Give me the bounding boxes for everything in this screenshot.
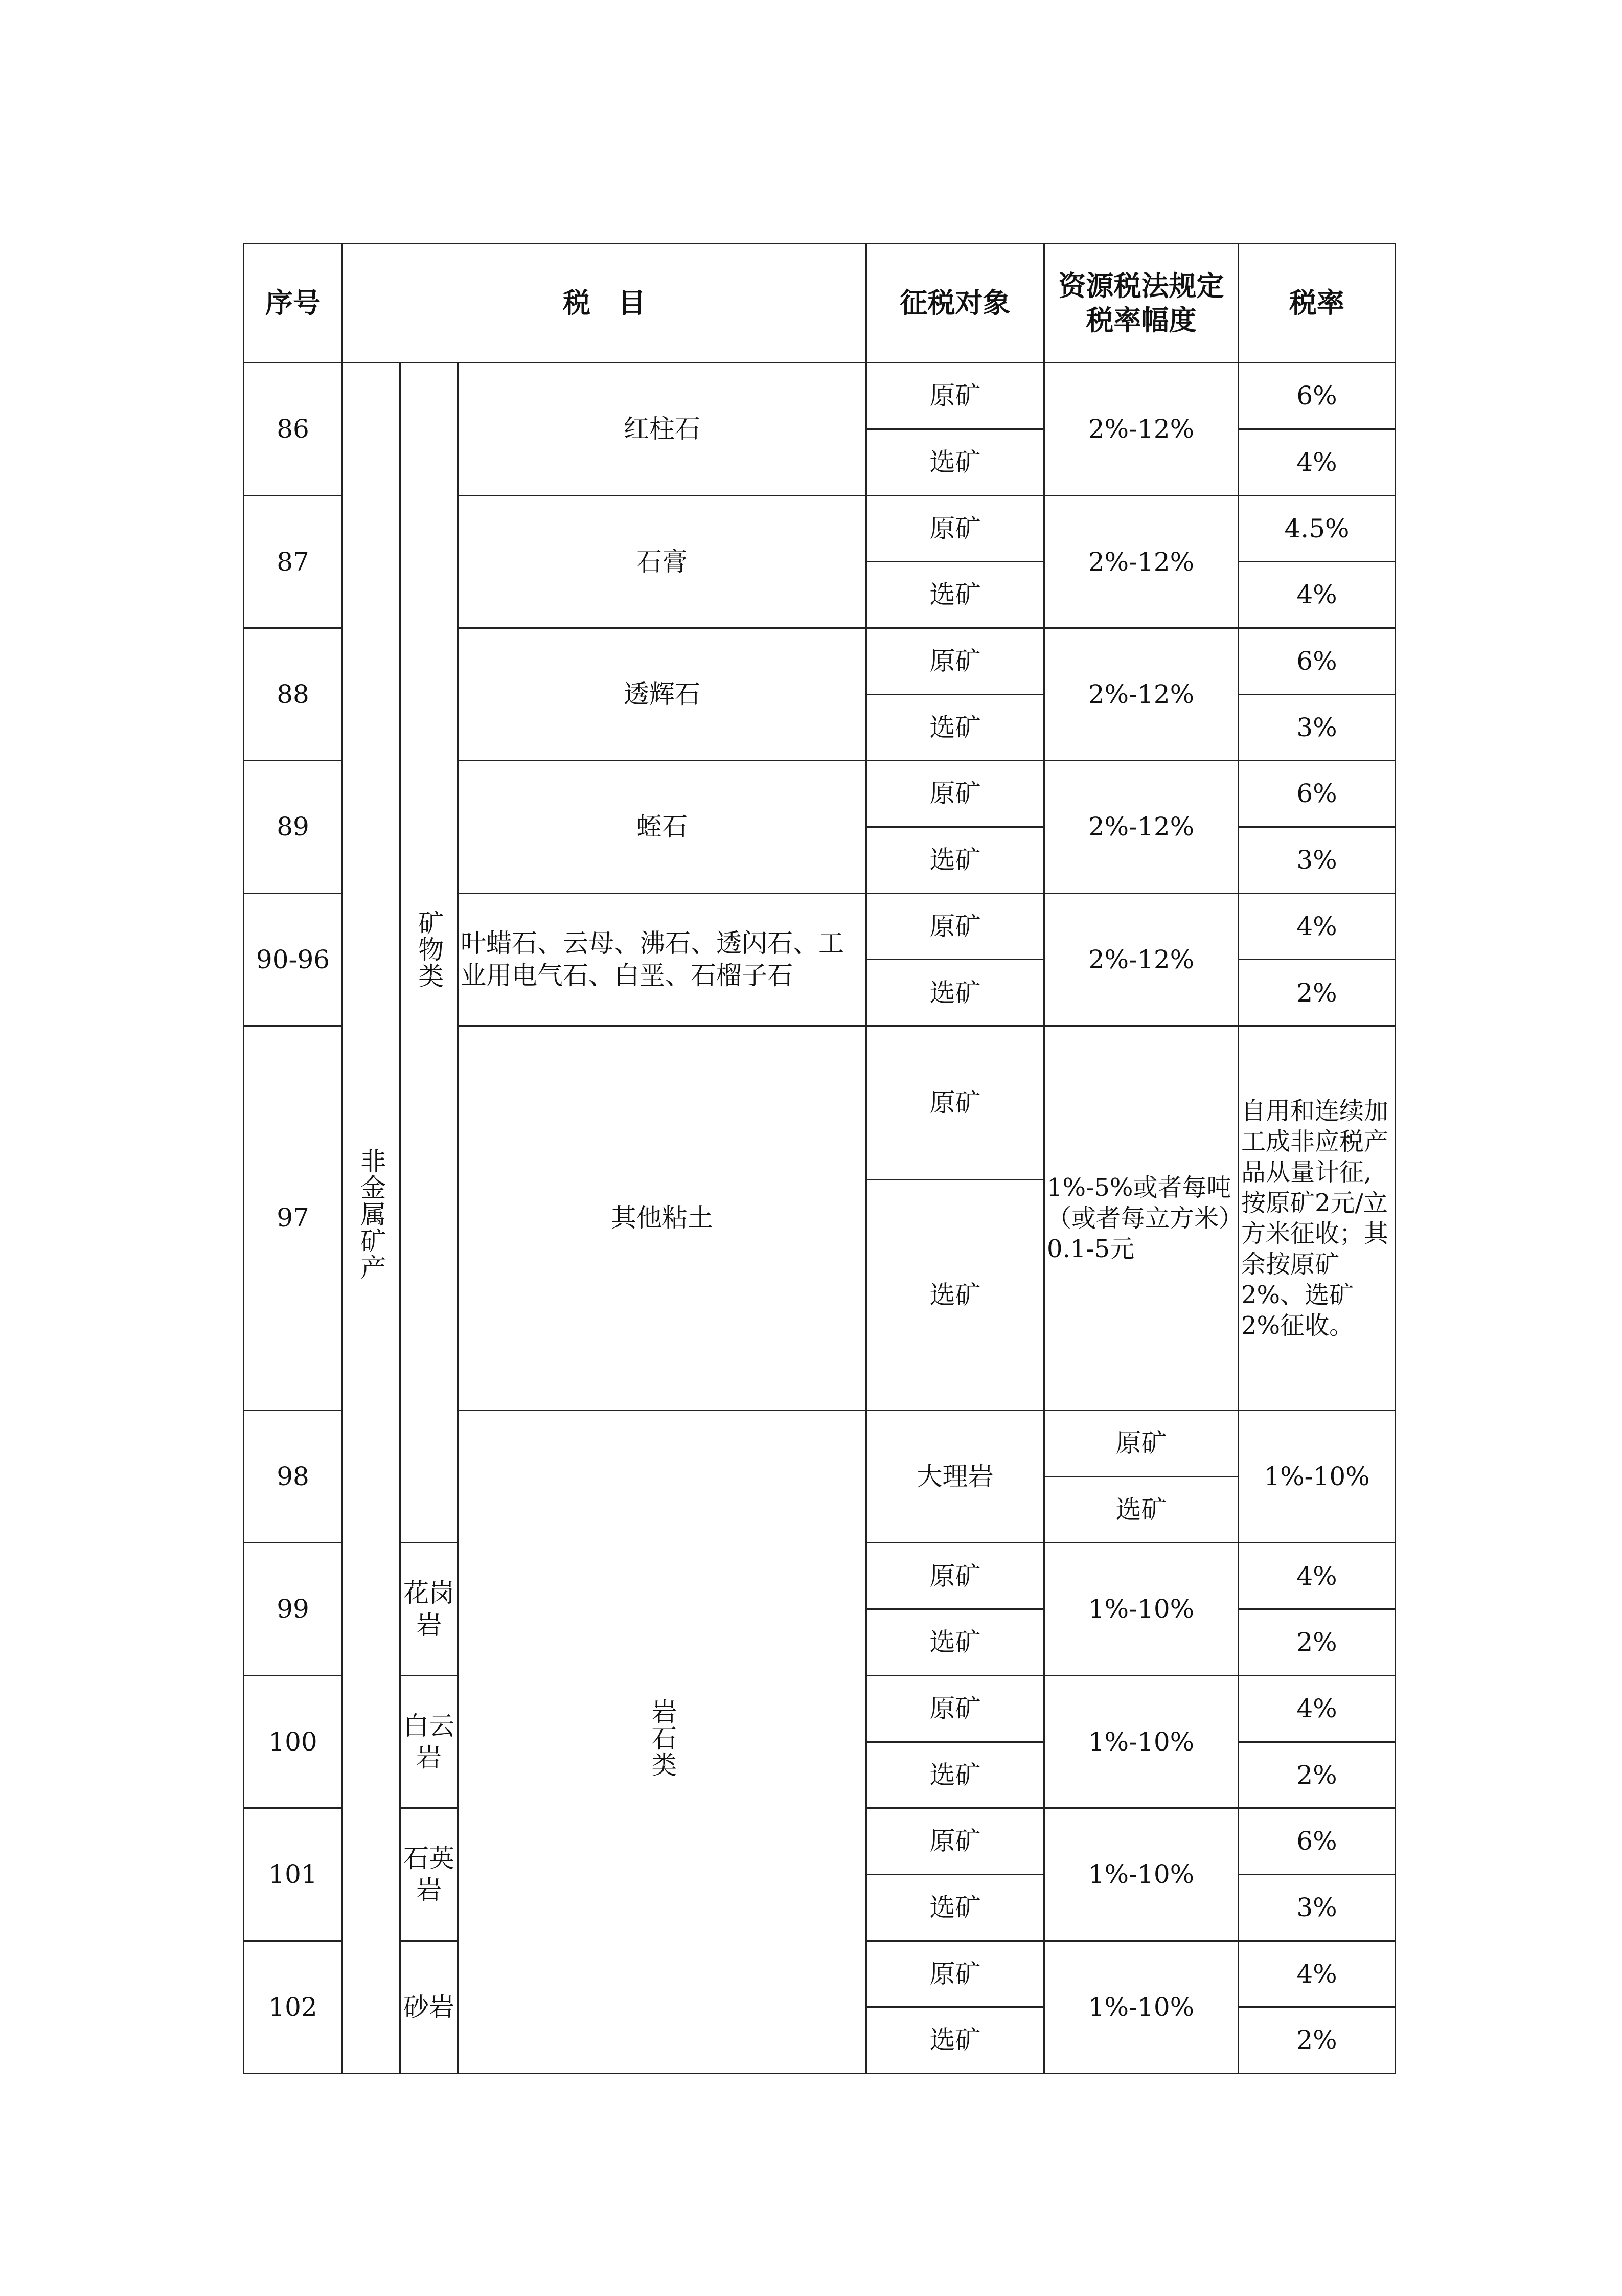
header-seq: 序号 [244, 244, 342, 363]
rate-cell: 2% [1239, 1742, 1396, 1808]
object-cell: 选矿 [866, 562, 1044, 628]
range-cell: 1%-5%或者每吨（或者每立方米）0.1-5元 [1044, 1026, 1239, 1411]
seq-cell: 87 [244, 495, 342, 628]
object-cell: 选矿 [866, 429, 1044, 495]
seq-cell: 86 [244, 363, 342, 495]
seq-cell: 98 [244, 1411, 342, 1543]
object-cell: 原矿 [866, 363, 1044, 429]
seq-cell: 100 [244, 1675, 342, 1808]
rate-cell: 3% [1239, 694, 1396, 761]
object-cell: 选矿 [866, 1609, 1044, 1676]
object-cell: 原矿 [866, 1026, 1044, 1180]
rate-cell: 3% [1239, 827, 1396, 894]
object-cell: 选矿 [866, 1179, 1044, 1410]
range-cell: 1%-10% [1044, 1675, 1239, 1808]
object-cell: 选矿 [866, 960, 1044, 1026]
range-cell: 2%-12% [1044, 628, 1239, 760]
range-cell: 2%-12% [1044, 893, 1239, 1026]
seq-cell: 102 [244, 1941, 342, 2073]
item-name: 红柱石 [458, 363, 866, 495]
rate-cell: 2% [1239, 960, 1396, 1026]
seq-cell: 99 [244, 1543, 342, 1675]
item-name: 大理岩 [866, 1411, 1044, 1543]
object-cell: 选矿 [866, 694, 1044, 761]
rate-cell: 3% [1239, 1874, 1396, 1941]
range-cell: 2%-12% [1044, 495, 1239, 628]
rate-cell: 4% [1239, 562, 1396, 628]
header-item: 税 目 [342, 244, 866, 363]
range-cell: 1%-10% [1044, 1543, 1239, 1675]
item-name: 花岗岩 [400, 1543, 458, 1675]
item-name: 透辉石 [458, 628, 866, 760]
rate-cell: 6% [1239, 761, 1396, 827]
seq-cell: 89 [244, 761, 342, 893]
rate-cell: 2% [1239, 2007, 1396, 2074]
object-cell: 选矿 [866, 1742, 1044, 1808]
seq-cell: 97 [244, 1026, 342, 1411]
item-name: 石膏 [458, 495, 866, 628]
rate-cell: 4% [1239, 429, 1396, 495]
rate-note-cell: 自用和连续加工成非应税产品从量计征,按原矿2元/立方米征收；其余按原矿2%、选矿2%征收。 [1239, 1026, 1396, 1411]
rate-cell: 4% [1239, 893, 1396, 960]
object-cell: 原矿 [866, 628, 1044, 694]
object-cell: 选矿 [866, 827, 1044, 894]
item-name: 叶蜡石、云母、沸石、透闪石、工业用电气石、白垩、石榴子石 [458, 893, 866, 1026]
group-nonmetal: 非金属矿产 [342, 363, 400, 2074]
header-object: 征税对象 [866, 244, 1044, 363]
header-range: 资源税法规定税率幅度 [1044, 244, 1239, 363]
item-name: 石英岩 [400, 1808, 458, 1941]
rate-cell: 4.5% [1239, 495, 1396, 562]
rate-cell: 2% [1239, 1609, 1396, 1676]
range-cell: 1%-10% [1044, 1941, 1239, 2073]
seq-cell: 101 [244, 1808, 342, 1941]
range-cell: 1%-10% [1044, 1808, 1239, 1941]
object-cell: 选矿 [1044, 1476, 1239, 1543]
item-name: 砂岩 [400, 1941, 458, 2073]
range-cell: 2%-12% [1044, 363, 1239, 495]
rate-cell: 6% [1239, 1808, 1396, 1875]
item-name: 白云岩 [400, 1675, 458, 1808]
object-cell: 原矿 [866, 1941, 1044, 2007]
range-cell: 2%-12% [1044, 761, 1239, 893]
range-cell: 1%-10% [1239, 1411, 1396, 1543]
object-cell: 选矿 [866, 2007, 1044, 2074]
rate-cell: 4% [1239, 1675, 1396, 1742]
object-cell: 原矿 [866, 761, 1044, 827]
object-cell: 原矿 [866, 893, 1044, 960]
group-mineral: 矿物类 [400, 363, 458, 1543]
object-cell: 原矿 [866, 1808, 1044, 1875]
resource-tax-table [243, 243, 1396, 2074]
header-rate: 税率 [1239, 244, 1396, 363]
object-cell: 原矿 [866, 1543, 1044, 1609]
rate-cell: 6% [1239, 363, 1396, 429]
object-cell: 原矿 [1044, 1411, 1239, 1477]
header-row [244, 244, 1396, 363]
rate-cell: 4% [1239, 1543, 1396, 1609]
object-cell: 原矿 [866, 495, 1044, 562]
table-row [244, 363, 1396, 429]
group-rock: 岩石类 [458, 1411, 866, 2074]
object-cell: 原矿 [866, 1675, 1044, 1742]
item-name: 蛭石 [458, 761, 866, 893]
item-name: 其他粘土 [458, 1026, 866, 1411]
rate-cell: 6% [1239, 628, 1396, 694]
object-cell: 选矿 [866, 1874, 1044, 1941]
seq-cell: 90-96 [244, 893, 342, 1026]
seq-cell: 88 [244, 628, 342, 760]
rate-cell: 4% [1239, 1941, 1396, 2007]
